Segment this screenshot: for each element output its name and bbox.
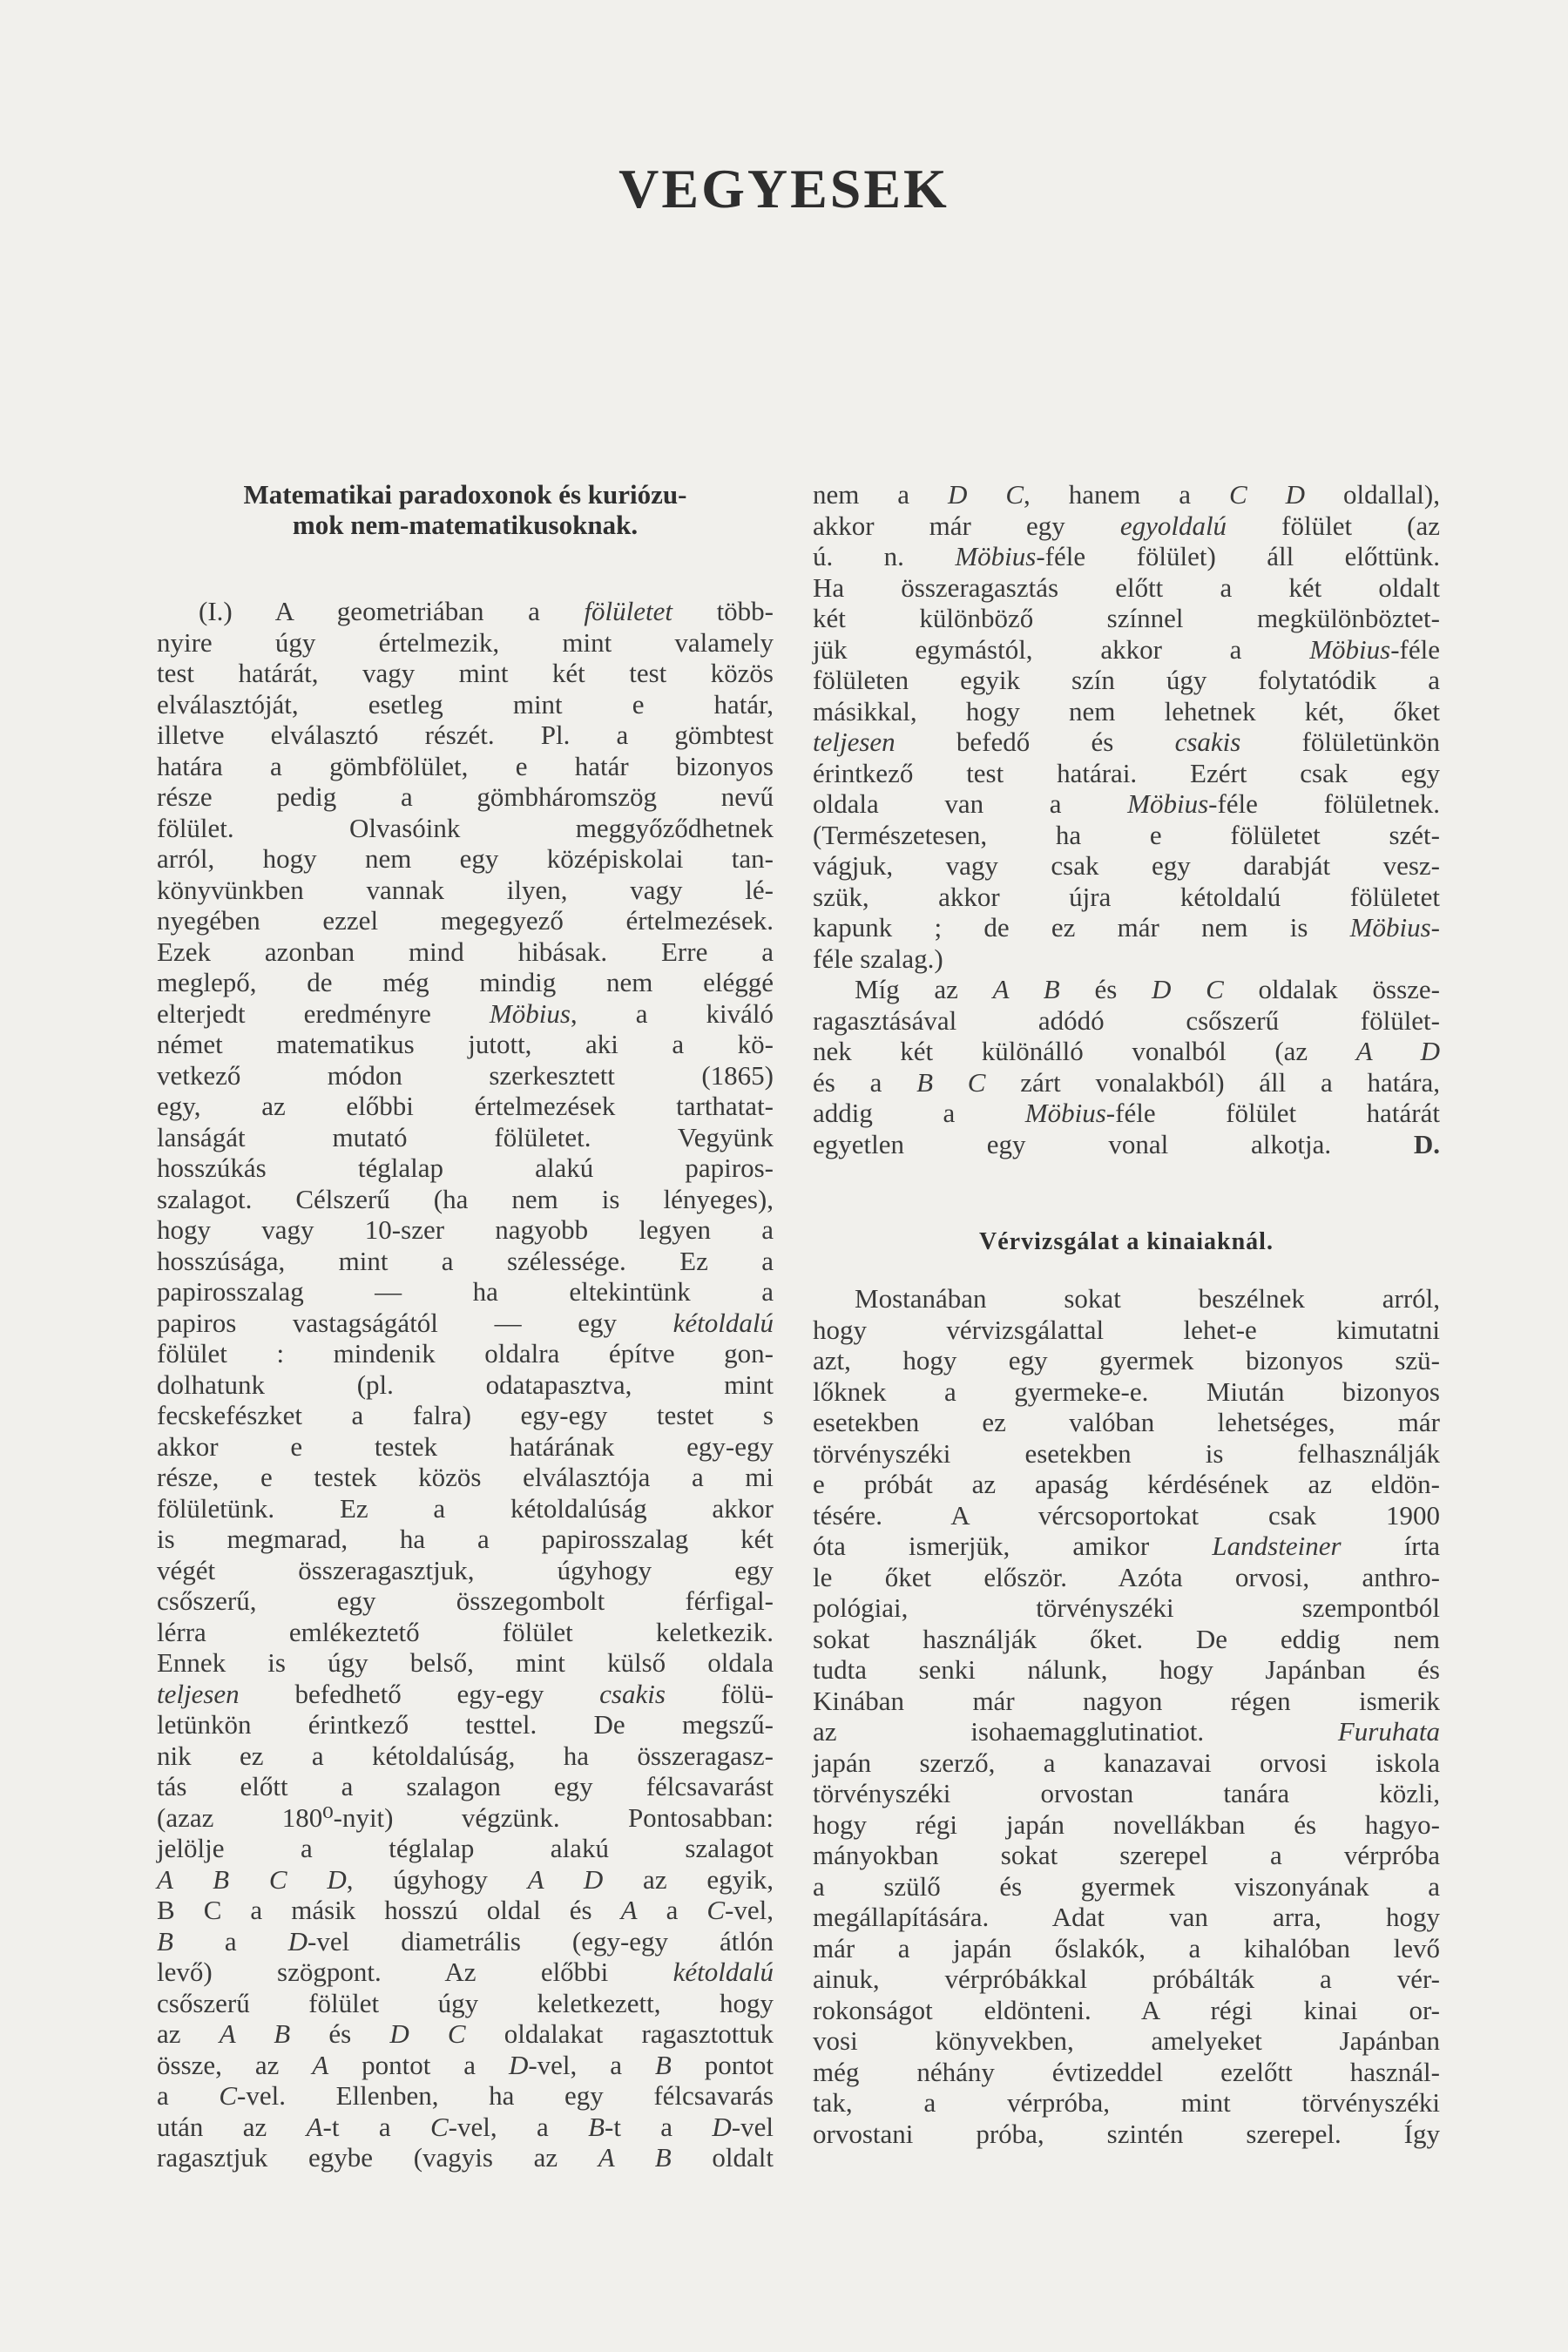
- text-run: tésére. A vércsoportokat csak 1900: [813, 1499, 1440, 1531]
- text-run: oldalak össze-: [1223, 974, 1440, 1004]
- text-line: [813, 1871, 1440, 1903]
- text-run: akkor e testek határának egy-egy: [157, 1430, 774, 1462]
- text-run: csőszerű fölület úgy keletkezett, hogy: [157, 1987, 774, 2018]
- text-run: tás előtt a szalagon egy félcsavarást: [157, 1771, 774, 1801]
- text-line: [157, 1524, 774, 1555]
- text-run: hogy vagy 10-szer nagyobb legyen a: [157, 1214, 774, 1245]
- text-line: [813, 1902, 1440, 1933]
- text-run: a: [157, 2080, 220, 2111]
- text-run: érintkező test határai. Ezért csak egy: [813, 757, 1440, 788]
- text-run: féle szalag.): [813, 943, 943, 974]
- text-line: [813, 1531, 1440, 1562]
- text-line: [813, 1129, 1440, 1160]
- text-line: [157, 2142, 774, 2173]
- italic-run: A: [312, 2049, 329, 2080]
- text-line: [157, 1400, 774, 1431]
- section-title: VEGYESEK: [618, 158, 950, 220]
- text-run: arról, hogy nem egy középiskolai tan-: [157, 843, 774, 874]
- text-line: [157, 967, 774, 998]
- text-run: törvényszéki esetekben is felhasználják: [813, 1437, 1440, 1469]
- paragraph: [813, 974, 1440, 1159]
- italic-run: D: [712, 2111, 732, 2142]
- text-line: [157, 1585, 774, 1617]
- text-line: [157, 1338, 774, 1369]
- text-run: -vel, a: [448, 2111, 589, 2142]
- text-run: hogy vérvizsgálattal lehet-e kimutatni: [813, 1314, 1440, 1345]
- text-run: másikkal, hogy nem lehetnek két, őket: [813, 695, 1440, 727]
- italic-run: A: [620, 1895, 638, 1925]
- text-line: [157, 1833, 774, 1864]
- text-run: könyvünkben vannak ilyen, vagy lé-: [157, 874, 774, 905]
- text-run: nem a: [813, 479, 949, 510]
- text-run: esetekben ez valóban lehetséges, már: [813, 1407, 1440, 1437]
- text-run: és: [1059, 974, 1152, 1004]
- text-run: az: [157, 2018, 220, 2049]
- text-line: [157, 596, 774, 627]
- text-line: [157, 1895, 774, 1926]
- text-run: nyegében ezzel megegyező értelmezések.: [157, 905, 774, 936]
- text-run: szalagot. Célszerű (ha nem is lényeges),: [157, 1183, 774, 1214]
- text-run: már a japán őslakók, a kihalóban levő: [813, 1932, 1440, 1963]
- text-line: [813, 820, 1440, 851]
- text-run: azt, hogy egy gyermek bizonyos szü-: [813, 1345, 1440, 1375]
- text-line: [813, 912, 1440, 943]
- text-run: egyetlen egy vonal alkotja.: [813, 1128, 1414, 1159]
- text-run: orvostani próba, szintén szerepel. Így: [813, 2118, 1440, 2149]
- text-run: vosi könyvekben, amelyeket Japánban: [813, 2025, 1440, 2056]
- text-line: [813, 2119, 1440, 2150]
- paragraph: [157, 596, 774, 2173]
- italic-run: A B: [219, 2018, 291, 2049]
- text-line: [813, 882, 1440, 913]
- text-line: [813, 1995, 1440, 2026]
- text-line: [813, 788, 1440, 820]
- text-line: [813, 1067, 1440, 1098]
- italic-run: D C: [1152, 974, 1224, 1004]
- article-body-blood-test: [813, 1283, 1440, 2149]
- text-line: [813, 727, 1440, 758]
- text-run: német matematikus jutott, aki a kö-: [157, 1029, 774, 1059]
- italic-run: A D: [1355, 1036, 1440, 1066]
- text-run: része, e testek közös elválasztója a mi: [157, 1462, 774, 1492]
- text-line: [813, 1778, 1440, 1809]
- heading-line: mok nem-matematikusoknak.: [292, 510, 639, 540]
- text-line: [157, 1060, 774, 1092]
- italic-run: teljesen: [157, 1678, 240, 1709]
- text-run: hogy régi japán novellákban és hagyo-: [813, 1808, 1440, 1840]
- text-run: meglepő, de még mindig nem eléggé: [157, 967, 774, 997]
- text-run: és: [290, 2018, 390, 2049]
- text-line: [813, 1562, 1440, 1593]
- text-run: sokat használják őket. De eddig nem: [813, 1623, 1440, 1654]
- text-run: papirosszalag — ha eltekintünk a: [157, 1276, 774, 1307]
- text-line: [157, 720, 774, 751]
- text-line: [813, 1469, 1440, 1500]
- left-column: [157, 479, 774, 2173]
- text-run: -féle fölület) áll előttünk.: [1036, 541, 1440, 571]
- text-run: lanságát mutató fölületet. Vegyünk: [157, 1121, 774, 1152]
- text-run: egy, az előbbi értelmezések tarthatat-: [157, 1091, 774, 1121]
- italic-run: D: [508, 2049, 529, 2080]
- text-run: hosszúsága, mint a szélessége. Ez a: [157, 1245, 774, 1276]
- text-run: jük egymástól, akkor a: [813, 633, 1310, 665]
- italic-run: fölületet: [584, 596, 672, 626]
- article-heading-mobius: [157, 479, 774, 540]
- italic-run: D C: [948, 479, 1024, 510]
- text-run: szük, akkor újra kétoldalú fölületet: [813, 881, 1440, 912]
- text-run: több-: [672, 596, 774, 626]
- text-line: [157, 1122, 774, 1153]
- text-line: [157, 1926, 774, 1957]
- text-run: -féle: [1390, 633, 1440, 665]
- text-line: [157, 1184, 774, 1215]
- text-run: csőszerű, egy összegombolt férfigal-: [157, 1585, 774, 1616]
- text-run: lőknek a gyermeke-e. Miután bizonyos: [813, 1375, 1440, 1407]
- text-run: -vel: [731, 2111, 774, 2142]
- text-line: [813, 1840, 1440, 1871]
- italic-run: Möbius: [1309, 633, 1391, 665]
- text-line: [157, 998, 774, 1030]
- text-run: óta ismerjük, amikor: [813, 1531, 1213, 1561]
- text-run: -féle fölületnek.: [1208, 788, 1440, 819]
- text-run: Ha összeragasztás előtt a két oldalt: [813, 571, 1440, 603]
- text-run: levő) szögpont. Az előbbi: [157, 1957, 673, 1987]
- text-run: pontot a: [328, 2049, 509, 2080]
- text-run: pológiai, törvényszéki szempontból: [813, 1592, 1440, 1623]
- text-line: [813, 2025, 1440, 2057]
- text-run: oldallal),: [1305, 479, 1440, 510]
- text-run: e próbát az apaság kérdésének az eldön-: [813, 1469, 1440, 1499]
- text-line: [157, 1802, 774, 1834]
- italic-run: C D: [1229, 479, 1306, 510]
- text-line: [157, 936, 774, 968]
- text-line: [157, 1771, 774, 1802]
- text-run: vetkező módon szerkesztett (1865): [157, 1059, 774, 1091]
- text-line: [813, 1005, 1440, 1037]
- text-run: mányokban sokat szerepel a vérpróba: [813, 1840, 1440, 1870]
- text-run: része pedig a gömbháromszög nevű: [157, 781, 774, 812]
- text-run: megállapítására. Adat van arra, hogy: [813, 1902, 1440, 1932]
- text-line: [157, 905, 774, 936]
- text-run: is megmarad, ha a papirosszalag két: [157, 1524, 774, 1554]
- text-line: [157, 2080, 774, 2112]
- text-line: [813, 1809, 1440, 1841]
- text-line: [157, 1308, 774, 1339]
- text-run: -t a: [322, 2111, 430, 2142]
- italic-run: B C: [916, 1066, 986, 1098]
- text-run: írta: [1341, 1531, 1440, 1561]
- text-line: [157, 1369, 774, 1401]
- text-line: [157, 1431, 774, 1463]
- text-line: [157, 1493, 774, 1524]
- text-run: elválasztóját, esetleg mint e határ,: [157, 688, 774, 720]
- text-run: tak, a vérpróba, mint törvényszéki: [813, 2087, 1440, 2118]
- text-line: [813, 943, 1440, 975]
- text-line: [813, 1283, 1440, 1315]
- italic-run: Möbius: [1349, 912, 1431, 943]
- text-run: papiros vastagságától — egy: [157, 1307, 673, 1338]
- heading-line: Matematikai paradoxonok és kuriózu-: [243, 479, 687, 510]
- italic-run: C: [706, 1895, 726, 1925]
- italic-run: B: [157, 1925, 173, 1957]
- text-run: az isohaemagglutinatiot.: [813, 1716, 1338, 1747]
- text-run: hosszúkás téglalap alakú papiros-: [157, 1152, 774, 1183]
- text-line: [157, 1864, 774, 1896]
- text-line: [157, 1617, 774, 1648]
- text-run: tudta senki nálunk, hogy Japánban és: [813, 1654, 1440, 1685]
- text-run: a szülő és gyermek viszonyának a: [813, 1870, 1440, 1902]
- text-run: az egyik,: [603, 1863, 774, 1895]
- text-run: , hanem a: [1024, 479, 1229, 510]
- text-run: össze, az: [157, 2049, 313, 2080]
- text-run: lérra emlékeztető fölület keletkezik.: [157, 1616, 774, 1647]
- text-run: rokonságot eldönteni. A régi kinai or-: [813, 1994, 1440, 2025]
- text-run: -t a: [605, 2111, 713, 2142]
- text-line: [813, 510, 1440, 542]
- text-run: fölületünk. Ez a kétoldalúság akkor: [157, 1492, 774, 1524]
- text-line: [157, 1214, 774, 1246]
- text-line: [157, 1091, 774, 1122]
- text-line: [813, 1036, 1440, 1067]
- text-line: [813, 541, 1440, 572]
- text-run: Ezek azonban mind hibásak. Erre a: [157, 936, 774, 967]
- text-run: zárt vonalakból) áll a határa,: [985, 1066, 1440, 1098]
- text-run: fölület (az: [1227, 510, 1441, 541]
- italic-run: D: [287, 1925, 308, 1957]
- italic-run: Möbius: [1024, 1098, 1106, 1128]
- text-run: ainuk, vérpróbákkal próbálták a vér-: [813, 1963, 1440, 1994]
- text-run: akkor már egy: [813, 510, 1120, 541]
- text-line: [813, 758, 1440, 789]
- text-run: még néhány évtizeddel ezelőtt használ-: [813, 2056, 1440, 2087]
- text-line: [157, 781, 774, 813]
- text-run: fölületünkön: [1240, 727, 1441, 757]
- italic-run: kétoldalú: [672, 1957, 774, 1987]
- text-run: (Természetesen, ha e fölületet szét-: [813, 819, 1440, 850]
- text-line: [157, 1709, 774, 1740]
- text-line: [813, 665, 1440, 696]
- text-line: [157, 1029, 774, 1060]
- text-run: a: [637, 1895, 707, 1925]
- text-run: végét összeragasztjuk, úgyhogy egy: [157, 1554, 774, 1585]
- text-line: [813, 850, 1440, 882]
- article-heading-blood-test: Vérvizsgálat a kinaiaknál.: [979, 1228, 1274, 1255]
- text-run: -vel,: [725, 1895, 774, 1925]
- italic-run: Furuhata: [1337, 1716, 1440, 1747]
- text-line: [157, 1152, 774, 1184]
- italic-run: Möbius: [1127, 788, 1209, 819]
- text-line: [813, 1500, 1440, 1531]
- text-run: dolhatunk (pl. odatapasztva, mint: [157, 1369, 774, 1400]
- text-run: , úgyhogy: [346, 1863, 528, 1895]
- text-run: befedő és: [895, 727, 1175, 757]
- text-run: le őket először. Azóta orvosi, anthro-: [813, 1561, 1440, 1592]
- text-line: [157, 1555, 774, 1586]
- italic-run: Möbius: [955, 541, 1037, 571]
- text-run: után az: [157, 2111, 307, 2142]
- text-run: illetve elválasztó részét. Pl. a gömbtest: [157, 720, 774, 750]
- text-run: vágjuk, vagy csak egy darabját vesz-: [813, 850, 1440, 881]
- text-run: oldala van a: [813, 788, 1128, 819]
- article-body-mobius-continued: [813, 479, 1440, 1159]
- text-line: [157, 689, 774, 720]
- text-run: -: [1430, 912, 1440, 943]
- text-line: [813, 1933, 1440, 1964]
- text-line: [157, 1740, 774, 1772]
- text-line: [157, 1647, 774, 1679]
- text-run: nyire úgy értelmezik, mint valamely: [157, 626, 774, 658]
- text-line: [813, 634, 1440, 666]
- text-line: [157, 627, 774, 659]
- text-line: [813, 1686, 1440, 1717]
- text-line: [813, 479, 1440, 510]
- italic-run: Möbius: [489, 997, 571, 1029]
- text-run: oldalt: [671, 2142, 774, 2173]
- italic-run: A B C D: [157, 1863, 347, 1895]
- text-run: oldalakat ragasztottuk: [465, 2018, 774, 2049]
- right-column: [813, 479, 1440, 2149]
- text-run: addig a: [813, 1098, 1025, 1128]
- paragraph: [813, 1283, 1440, 2149]
- text-run: -vel, a: [528, 2049, 655, 2080]
- italic-run: C: [429, 2111, 449, 2142]
- text-run: két különböző színnel megkülönböztet-: [813, 603, 1440, 633]
- text-run: nik ez a kétoldalúság, ha összeragasz-: [157, 1740, 774, 1771]
- text-line: [813, 1407, 1440, 1438]
- text-run: határa a gömbfölület, e határ bizonyos: [157, 750, 774, 781]
- text-run: Kinában már nagyon régen ismerik: [813, 1685, 1440, 1716]
- italic-run: A B: [992, 974, 1060, 1004]
- text-run: elterjedt eredményre: [157, 997, 490, 1029]
- text-line: [157, 843, 774, 875]
- italic-run: A D: [527, 1863, 604, 1895]
- text-line: [813, 1716, 1440, 1747]
- text-line: [813, 1438, 1440, 1470]
- text-line: [813, 1963, 1440, 1995]
- text-run: (azaz 180⁰-nyit) végzünk. Pontosabban:: [157, 1801, 774, 1833]
- text-line: [157, 1276, 774, 1308]
- text-line: [157, 875, 774, 906]
- italic-run: kétoldalú: [672, 1307, 774, 1338]
- italic-run: Landsteiner: [1212, 1531, 1342, 1561]
- italic-run: A: [306, 2111, 323, 2142]
- italic-run: B: [588, 2111, 605, 2142]
- text-run: Ennek is úgy belső, mint külső oldala: [157, 1647, 774, 1678]
- text-run: kapunk ; de ez már nem is: [813, 912, 1350, 943]
- text-line: [813, 572, 1440, 604]
- text-line: [813, 1345, 1440, 1376]
- text-line: [813, 696, 1440, 727]
- italic-run: egyoldalú: [1119, 510, 1227, 541]
- text-run: Míg az: [855, 974, 993, 1004]
- text-run: -vel. Ellenben, ha egy félcsavarás: [237, 2080, 774, 2111]
- text-line: [157, 1462, 774, 1493]
- text-run: test határát, vagy mint két test közös: [157, 658, 774, 688]
- italic-run: csakis: [1174, 727, 1241, 757]
- text-run: , a kiváló: [570, 997, 774, 1029]
- text-run: fecskefészket a falra) egy-egy testet s: [157, 1400, 774, 1430]
- text-line: [157, 2112, 774, 2143]
- text-line: [157, 1988, 774, 2019]
- text-line: [813, 974, 1440, 1005]
- text-run: a: [172, 1925, 288, 1957]
- text-run: Mostanában sokat beszélnek arról,: [855, 1283, 1440, 1314]
- text-line: [813, 1747, 1440, 1779]
- text-line: [813, 2057, 1440, 2088]
- text-line: [157, 751, 774, 782]
- text-line: [813, 1315, 1440, 1346]
- text-run: letünkön érintkező testtel. De megszű-: [157, 1709, 774, 1740]
- text-run: fölü-: [665, 1678, 774, 1709]
- text-line: [157, 1957, 774, 1988]
- text-run: fölület : mindenik oldalra építve gon-: [157, 1338, 774, 1369]
- text-line: [157, 2018, 774, 2050]
- text-line: [157, 2050, 774, 2081]
- text-run: -féle fölület határát: [1105, 1098, 1440, 1128]
- text-run: -vel diametrális (egy-egy átlón: [308, 1925, 774, 1957]
- text-run: ragasztjuk egybe (vagyis az: [157, 2142, 598, 2173]
- text-run: ú. n.: [813, 541, 956, 571]
- italic-run: D C: [389, 2018, 466, 2049]
- text-run: pontot: [671, 2049, 774, 2080]
- italic-run: csakis: [599, 1678, 666, 1709]
- text-run: B C a másik hosszú oldal és: [157, 1895, 621, 1925]
- text-line: [157, 1679, 774, 1710]
- text-run: japán szerző, a kanazavai orvosi iskola: [813, 1747, 1440, 1778]
- author-signature: D.: [1413, 1128, 1440, 1159]
- text-line: [813, 1592, 1440, 1624]
- text-line: [157, 813, 774, 844]
- text-run: törvényszéki orvostan tanára közli,: [813, 1778, 1440, 1808]
- text-line: [813, 1376, 1440, 1408]
- italic-run: C: [219, 2080, 238, 2111]
- text-line: [813, 1654, 1440, 1686]
- text-run: befedhető egy-egy: [239, 1678, 600, 1709]
- italic-run: B: [654, 2049, 672, 2080]
- text-line: [157, 658, 774, 689]
- text-run: (I.) A geometriában a: [199, 596, 585, 626]
- text-line: [813, 1098, 1440, 1129]
- italic-run: teljesen: [813, 727, 896, 757]
- text-run: jelölje a téglalap alakú szalagot: [157, 1833, 774, 1863]
- text-line: [813, 1624, 1440, 1655]
- text-line: [813, 2087, 1440, 2119]
- text-run: fölületen egyik szín úgy folytatódik a: [813, 665, 1440, 695]
- text-run: fölület. Olvasóink meggyőződhetnek: [157, 812, 774, 843]
- text-line: [157, 1246, 774, 1277]
- text-run: és a: [813, 1066, 917, 1098]
- article-body-mobius: [157, 596, 774, 2173]
- text-run: ragasztásával adódó csőszerű fölület-: [813, 1004, 1440, 1036]
- text-run: nek két különálló vonalból (az: [813, 1036, 1356, 1066]
- paragraph: [813, 479, 1440, 974]
- italic-run: A B: [598, 2142, 672, 2173]
- text-line: [813, 603, 1440, 634]
